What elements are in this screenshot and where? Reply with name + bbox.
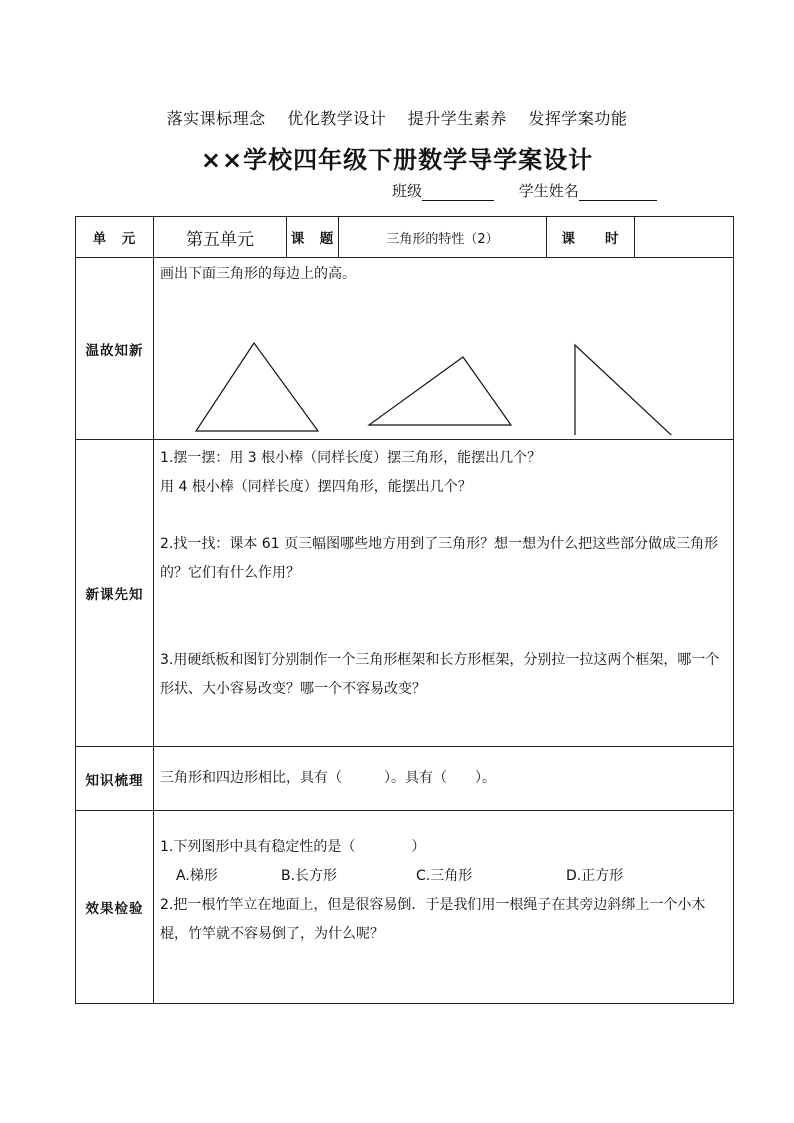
preview-q2: 2.找一找：课本 61 页三幅图哪些地方用到了三角形？想一想为什么把这些部分做成三角形的？它们有什么作用？: [160, 536, 719, 581]
summary-text: 三角形和四边形相比，具有（ ）。具有（ ）。: [160, 770, 496, 786]
triangle-right: [575, 345, 684, 435]
period-value[interactable]: [635, 217, 734, 258]
preview-q3: 3.用硬纸板和图钉分别制作一个三角形框架和长方形框架，分别拉一拉这两个框架，哪一个形状、大小容易改变？哪一个不容易改变？: [160, 652, 720, 697]
summary-content[interactable]: [154, 747, 734, 811]
check-row: [76, 811, 734, 1004]
preview-row: [76, 440, 734, 747]
check-q2: 2.把一根竹竿立在地面上，但是很容易倒．于是我们用一根绳子在其旁边斜绑上一个小木棍，竹竿就不容易倒了，为什么呢？: [160, 897, 706, 942]
option-a[interactable]: A.梯形: [176, 868, 218, 884]
triangles-figure[interactable]: [154, 295, 729, 435]
review-row: [76, 258, 734, 440]
page-title: ××学校四年级下册数学导学案设计: [200, 146, 594, 174]
motto-item: 提升学生素养: [407, 109, 507, 128]
unit-label: 单 元: [76, 217, 154, 258]
check-q1: 1.下列图形中具有稳定性的是（ ）: [160, 839, 426, 855]
motto-line: [0, 106, 794, 129]
summary-label: 知识梳理: [76, 747, 154, 811]
preview-q1-line1: 1.摆一摆：用 3 根小棒（同样长度）摆三角形，能摆出几个？: [160, 450, 542, 466]
check-content: [154, 811, 734, 1004]
preview-label: 新课先知: [76, 440, 154, 747]
check-options: [160, 862, 727, 891]
class-blank[interactable]: [422, 184, 494, 201]
motto-item: 优化教学设计: [287, 109, 387, 128]
option-c[interactable]: C.三角形: [416, 868, 473, 884]
lesson-table: [75, 216, 734, 1004]
review-content: [154, 258, 734, 440]
period-label: 课 时: [547, 217, 635, 258]
topic-value: 三角形的特性（2）: [339, 217, 547, 258]
option-d[interactable]: D.正方形: [566, 868, 624, 884]
summary-row: [76, 747, 734, 811]
motto-item: 发挥学案功能: [528, 109, 628, 128]
unit-value: 第五单元: [154, 217, 287, 258]
student-name-label: 学生姓名: [518, 182, 579, 200]
class-label: 班级: [392, 182, 423, 200]
preview-q1-line2: 用 4 根小棒（同样长度）摆四角形，能摆出几个？: [160, 479, 472, 495]
header-row: [76, 217, 734, 258]
topic-label: 课 题: [287, 217, 339, 258]
review-label: 温故知新: [76, 258, 154, 440]
preview-content: [154, 440, 734, 747]
motto-item: 落实课标理念: [166, 109, 266, 128]
review-instruction: 画出下面三角形的每边上的高。: [160, 266, 356, 282]
option-b[interactable]: B.长方形: [281, 868, 338, 884]
student-info: [392, 180, 657, 201]
check-label: 效果检验: [76, 811, 154, 1004]
triangle-obtuse: [369, 357, 511, 425]
student-name-blank[interactable]: [579, 184, 657, 201]
triangle-acute: [196, 343, 318, 431]
